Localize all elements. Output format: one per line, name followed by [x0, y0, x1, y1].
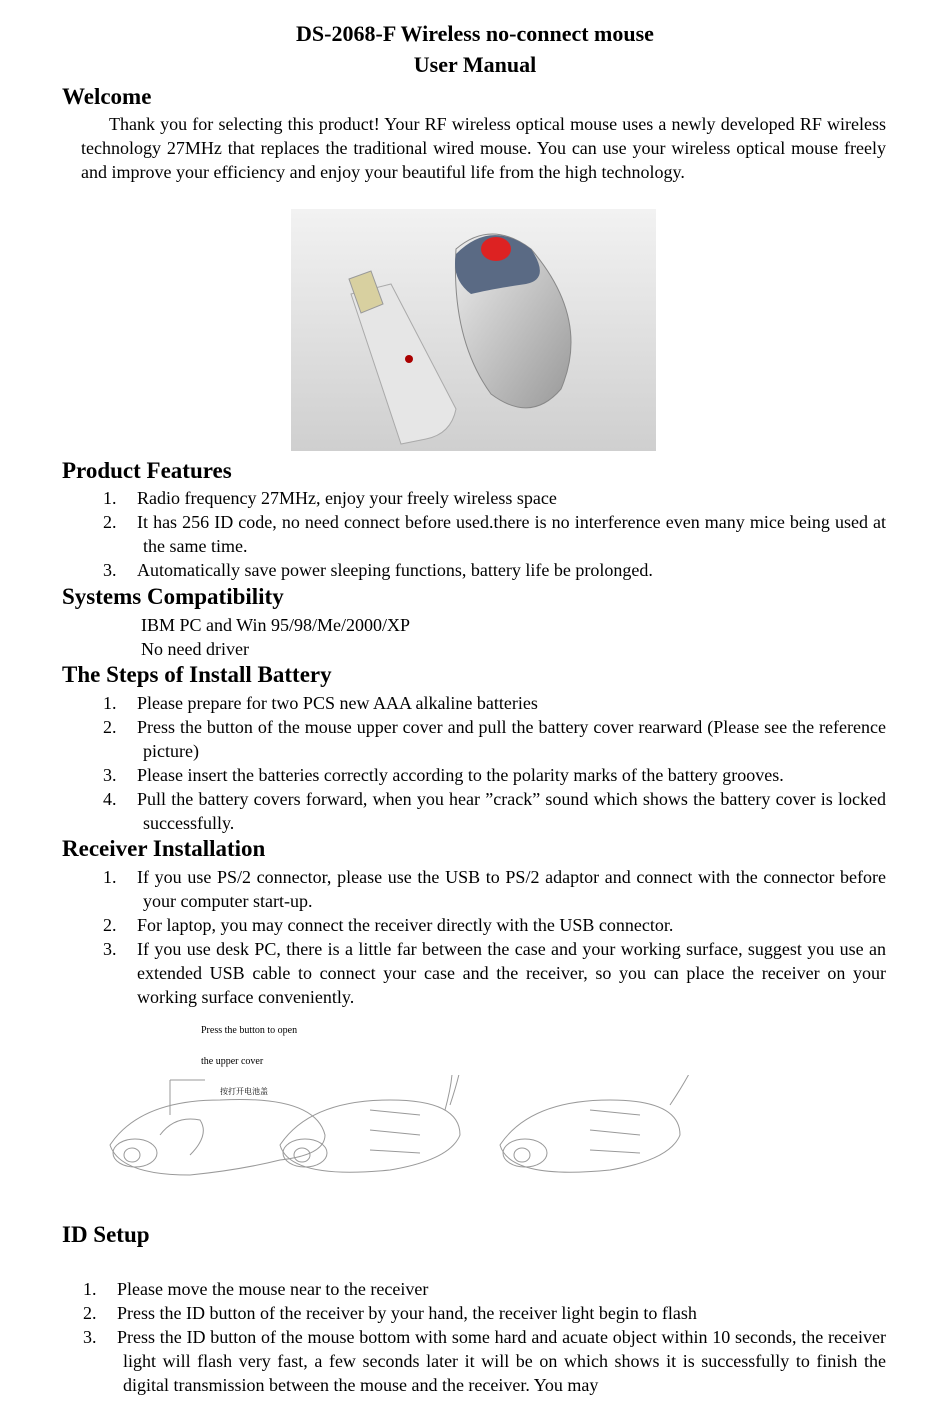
item-number: 3.: [103, 560, 117, 580]
mouse-open-drawing: [280, 1075, 463, 1172]
item-text: Press the ID button of the mouse bottom with some hard and acuate object within 10 seconds, the receiver light will flash very fast, a few seconds later it will be on which shows it is successfully to finish the digital transmission between the mouse and the receiver. You may: [117, 1327, 886, 1395]
item-number: 2.: [103, 915, 117, 935]
item-number: 3.: [83, 1327, 97, 1347]
battery-diagram: [100, 1075, 720, 1185]
compat-heading: Systems Compatibility: [62, 584, 284, 609]
list-item: [83, 1325, 886, 1397]
id-setup-heading: ID Setup: [62, 1222, 150, 1247]
item-number: 2.: [103, 512, 117, 532]
item-text: Pull the battery covers forward, when you hear ”crack” sound which shows the battery cover is locked successfully.: [137, 789, 886, 833]
item-number: 2.: [83, 1303, 97, 1323]
item-number: 3.: [103, 765, 117, 785]
list-item: [103, 913, 886, 937]
item-text: Radio frequency 27MHz, enjoy your freely wireless space: [137, 488, 557, 508]
item-text: It has 256 ID code, no need connect before used.there is no interference even many mice being used at the same time.: [137, 512, 886, 556]
list-item: [103, 787, 886, 835]
list-item: [103, 510, 886, 558]
figure-label: Press the button to open: [201, 1025, 298, 1036]
list-item: [103, 486, 886, 510]
item-text: Press the button of the mouse upper cover and pull the battery cover rearward (Please see the reference picture): [137, 717, 886, 761]
compat-line: No need driver: [141, 639, 249, 659]
item-number: 2.: [103, 717, 117, 737]
figure-label-cn: 按打开电池盖: [220, 1087, 268, 1096]
document-title: DS-2068-F Wireless no-connect mouse: [296, 21, 654, 46]
item-number: 4.: [103, 789, 117, 809]
product-photo: [291, 209, 656, 451]
features-heading: Product Features: [62, 458, 232, 483]
list-item: [103, 937, 886, 1009]
list-item: [83, 1301, 886, 1325]
list-item: [103, 691, 886, 715]
item-number: 1.: [103, 867, 117, 887]
item-text: Please move the mouse near to the receiver: [117, 1279, 429, 1299]
list-item: [103, 558, 886, 582]
battery-heading: The Steps of Install Battery: [62, 662, 332, 687]
item-number: 1.: [103, 488, 117, 508]
item-number: 1.: [83, 1279, 97, 1299]
item-text: For laptop, you may connect the receiver directly with the USB connector.: [137, 915, 674, 935]
compat-line: IBM PC and Win 95/98/Me/2000/XP: [141, 615, 410, 635]
item-number: 1.: [103, 693, 117, 713]
item-number: 3.: [103, 939, 117, 959]
list-item: [103, 715, 886, 763]
list-item: [83, 1277, 886, 1301]
mouse-batteries-drawing: [500, 1075, 702, 1172]
list-item: [103, 763, 886, 787]
list-item: [103, 865, 886, 913]
item-text: Press the ID button of the receiver by your hand, the receiver light begin to flash: [117, 1303, 697, 1323]
item-text: Automatically save power sleeping functions, battery life be prolonged.: [137, 560, 653, 580]
document-subtitle: User Manual: [413, 52, 537, 77]
item-text: If you use desk PC, there is a little far between the case and your working surface, suggest you use an extended USB cable to connect your case and the receiver, so you can place the receiver on your working surface conveniently.: [137, 939, 886, 1007]
welcome-text: Thank you for selecting this product! Your RF wireless optical mouse uses a newly developed RF wireless technology 27MHz that replaces the traditional wired mouse. You can use your wireless optical mouse freely and improve your efficiency and enjoy your beautiful life from the high technology.: [81, 114, 886, 182]
item-text: Please insert the batteries correctly according to the polarity marks of the battery grooves.: [137, 765, 784, 785]
item-text: If you use PS/2 connector, please use the USB to PS/2 adaptor and connect with the connector before your computer start-up.: [137, 867, 886, 911]
item-text: Please prepare for two PCS new AAA alkaline batteries: [137, 693, 538, 713]
figure-label: the upper cover: [201, 1056, 264, 1067]
receiver-heading: Receiver Installation: [62, 836, 266, 861]
welcome-heading: Welcome: [62, 84, 152, 109]
